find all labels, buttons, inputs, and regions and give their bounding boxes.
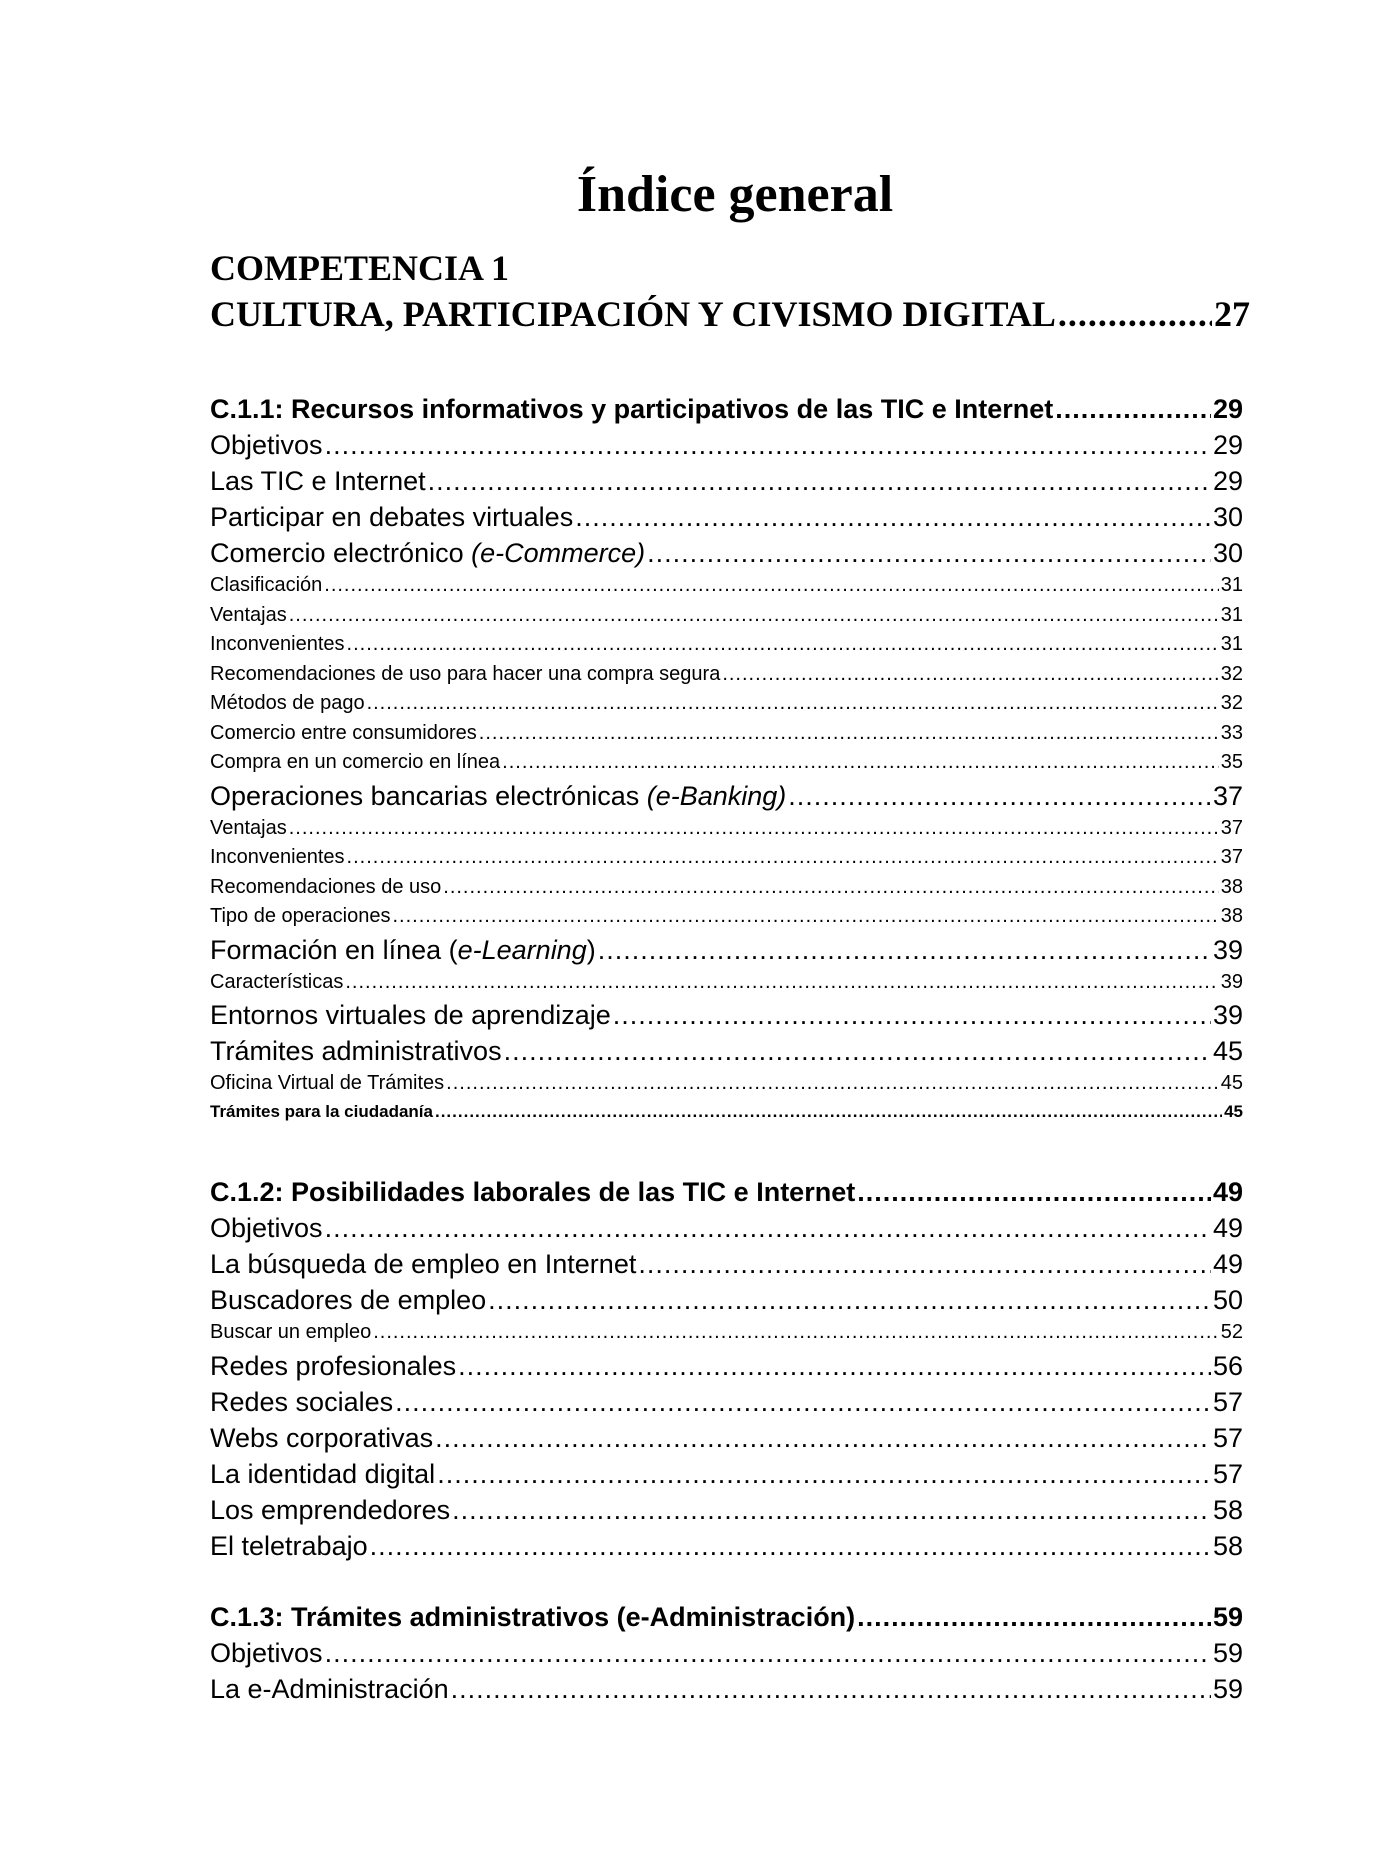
dot-leader (575, 499, 1211, 535)
toc-entry-page: 59 (1212, 1602, 1243, 1632)
dot-leader (446, 1069, 1219, 1099)
toc-entry-page: 52 (1220, 1321, 1243, 1343)
toc-entry-title: Inconvenientes (210, 846, 345, 868)
toc-section-c12 (210, 1174, 1243, 1564)
toc-section-heading (210, 391, 1243, 427)
toc-entry (210, 1246, 1243, 1282)
dot-leader (638, 1246, 1211, 1282)
toc-entry-title: Trámites para la ciudadanía (210, 1101, 433, 1121)
dot-leader (479, 719, 1219, 749)
toc-entry (210, 873, 1243, 903)
toc-entry-title: Buscadores de empleo (210, 1285, 487, 1315)
toc-entry-page: 57 (1212, 1458, 1243, 1489)
competencia-heading (210, 245, 1250, 337)
toc-entry (210, 1318, 1243, 1348)
dot-leader (502, 748, 1219, 778)
dot-leader (788, 778, 1211, 814)
toc-entry-title: C.1.2: Posibilidades laborales de las TIC e Internet (210, 1177, 856, 1207)
toc-entry (210, 932, 1243, 968)
toc-entry-page: 31 (1220, 633, 1243, 655)
toc-entry-title: Los emprendedores (210, 1494, 451, 1525)
toc-entry-page: 30 (1212, 502, 1243, 532)
toc-entry (210, 1528, 1243, 1564)
toc-entry (210, 719, 1243, 749)
toc-section-heading (210, 1599, 1243, 1635)
toc-entry (210, 1033, 1243, 1069)
dot-leader (451, 1671, 1211, 1707)
toc-entry (210, 689, 1243, 719)
toc-entry (210, 463, 1243, 499)
toc-entry (210, 571, 1243, 601)
toc-entry-page: 49 (1212, 1249, 1243, 1279)
toc-entry-page: 32 (1220, 662, 1243, 685)
toc-entry (210, 1348, 1243, 1384)
toc-entry (210, 1210, 1243, 1246)
toc-entry-title: Compra en un comercio en línea (210, 751, 501, 773)
toc-entry-title: Comercio entre consumidores (210, 721, 477, 744)
toc-entry-title: Buscar un empleo (210, 1321, 372, 1343)
toc-entry (210, 630, 1243, 660)
dot-leader (437, 1456, 1211, 1492)
dot-leader (722, 660, 1218, 690)
toc-entry-page: 45 (1224, 1101, 1243, 1121)
dot-leader (488, 1282, 1211, 1318)
toc-entry-title: El teletrabajo (210, 1530, 368, 1561)
toc-entry (210, 814, 1243, 844)
toc-entry-title: Inconvenientes (210, 633, 345, 655)
toc-entry-title: Redes profesionales (210, 1350, 457, 1381)
dot-leader (373, 1318, 1219, 1348)
toc-entry-title: Comercio electrónico (e-Commerce) (210, 538, 646, 568)
dot-leader (428, 463, 1211, 499)
competencia-title: CULTURA, PARTICIPACIÓN Y CIVISMO DIGITAL (210, 294, 1056, 334)
dot-leader (452, 1492, 1211, 1528)
dot-leader (370, 1528, 1211, 1564)
toc-entry-page: 39 (1212, 934, 1243, 965)
toc-entry (210, 1420, 1243, 1456)
toc-entry-page: 49 (1212, 1213, 1243, 1243)
toc-entry (210, 1492, 1243, 1528)
toc-entry-title: C.1.1: Recursos informativos y participativos de las TIC e Internet (210, 394, 1054, 424)
dot-leader (325, 1635, 1211, 1671)
toc-entry-page: 38 (1220, 875, 1243, 898)
toc-entry-page: 32 (1220, 692, 1243, 714)
toc-entry (210, 535, 1243, 571)
toc-entry (210, 968, 1243, 998)
toc-entry-page: 49 (1212, 1177, 1243, 1207)
toc-entry-title: Características (210, 970, 344, 993)
toc-entry-page: 59 (1212, 1638, 1243, 1668)
dot-leader (598, 932, 1211, 968)
toc-entry-title: Oficina Virtual de Trámites (210, 1072, 445, 1094)
toc-entry-page: 29 (1212, 430, 1243, 460)
dot-leader (393, 902, 1219, 932)
toc-entry-title: Recomendaciones de uso para hacer una compra segura (210, 662, 721, 685)
toc-entry (210, 1456, 1243, 1492)
toc-entry-page: 57 (1212, 1386, 1243, 1417)
dot-leader (347, 630, 1219, 660)
toc-entry-page: 31 (1220, 574, 1243, 596)
toc-entry-title: La e-Administración (210, 1674, 449, 1704)
dot-leader (857, 1599, 1211, 1635)
toc-entry (210, 427, 1243, 463)
toc-entry-title: Webs corporativas (210, 1422, 434, 1453)
toc-entry-page: 39 (1212, 1000, 1243, 1030)
toc-entry (210, 499, 1243, 535)
toc-entry (210, 778, 1243, 814)
toc-entry-title: C.1.3: Trámites administrativos (e-Administración) (210, 1602, 856, 1632)
competencia-title-row (210, 291, 1250, 337)
dot-leader (504, 1033, 1211, 1069)
dot-leader (367, 689, 1219, 719)
dot-leader (289, 814, 1219, 844)
toc-entry (210, 1384, 1243, 1420)
toc-entry (210, 1069, 1243, 1099)
toc-entry-title: Trámites administrativos (210, 1036, 502, 1066)
competencia-number: COMPETENCIA 1 (210, 248, 510, 288)
toc-entry (210, 660, 1243, 690)
dot-leader (395, 1384, 1211, 1420)
toc-entry (210, 1671, 1243, 1707)
toc-entry-page: 29 (1212, 394, 1243, 424)
toc-entry (210, 997, 1243, 1033)
toc-entry-page: 50 (1212, 1285, 1243, 1315)
toc-entry-page: 31 (1220, 603, 1243, 626)
toc-entry-page: 29 (1212, 466, 1243, 496)
toc-entry-page: 57 (1212, 1422, 1243, 1453)
toc-entry-title: Tipo de operaciones (210, 905, 391, 927)
toc-entry-title: La búsqueda de empleo en Internet (210, 1249, 637, 1279)
toc-entry-page: 30 (1212, 538, 1243, 568)
toc-entry-title: Operaciones bancarias electrónicas (e-Banking) (210, 780, 787, 811)
toc-entry-title: Métodos de pago (210, 692, 365, 714)
dot-leader (435, 1420, 1211, 1456)
dot-leader (857, 1174, 1211, 1210)
dot-leader (289, 601, 1219, 631)
competencia-page: 27 (1214, 294, 1250, 334)
toc-entry-title: Objetivos (210, 1638, 323, 1668)
dot-leader (1058, 291, 1212, 337)
toc-entry-page: 39 (1220, 970, 1243, 993)
dot-leader (458, 1348, 1211, 1384)
dot-leader (345, 968, 1218, 998)
toc-entry (210, 748, 1243, 778)
toc-entry (210, 902, 1243, 932)
dot-leader (1055, 391, 1211, 427)
toc-entry (210, 1635, 1243, 1671)
toc-entry-page: 45 (1220, 1072, 1243, 1094)
toc-entry (210, 843, 1243, 873)
toc-entry-title: Entornos virtuales de aprendizaje (210, 1000, 611, 1030)
toc-entry-page: 37 (1220, 816, 1243, 839)
toc-entry-title: Recomendaciones de uso (210, 875, 442, 898)
toc-entry-page: 38 (1220, 905, 1243, 927)
page-title: Índice general (576, 166, 894, 223)
toc-entry-page: 58 (1212, 1494, 1243, 1525)
toc-entry-page: 59 (1212, 1674, 1243, 1704)
dot-leader (325, 1210, 1211, 1246)
toc-entry (210, 601, 1243, 631)
dot-leader (613, 997, 1211, 1033)
toc-entry-title: Participar en debates virtuales (210, 502, 574, 532)
toc-entry-page: 37 (1220, 846, 1243, 868)
toc-entry-title: Objetivos (210, 1213, 323, 1243)
toc-entry (210, 1099, 1243, 1125)
toc-entry (210, 1282, 1243, 1318)
dot-leader (324, 571, 1218, 601)
toc-entry-title: Clasificación (210, 574, 323, 596)
toc-entry-page: 45 (1212, 1036, 1243, 1066)
dot-leader (347, 843, 1219, 873)
dot-leader (325, 427, 1211, 463)
toc-section-heading (210, 1174, 1243, 1210)
dot-leader (443, 873, 1218, 903)
toc-entry-title: Ventajas (210, 603, 287, 626)
dot-leader (647, 535, 1211, 571)
toc-entry-title: Ventajas (210, 816, 287, 839)
toc-entry-title: Redes sociales (210, 1386, 394, 1417)
toc-entry-title: La identidad digital (210, 1458, 436, 1489)
toc-entry-page: 33 (1220, 721, 1243, 744)
toc-entry-title: Formación en línea (e-Learning) (210, 934, 596, 965)
toc-section-c11 (210, 391, 1243, 1125)
toc-entry-page: 58 (1212, 1530, 1243, 1561)
toc-entry-page: 35 (1220, 751, 1243, 773)
toc-entry-title: Las TIC e Internet (210, 466, 426, 496)
toc-entry-title: Objetivos (210, 430, 323, 460)
dot-leader (435, 1099, 1222, 1125)
toc-section-c13 (210, 1599, 1243, 1707)
toc-entry-page: 56 (1212, 1350, 1243, 1381)
toc-entry-page: 37 (1212, 780, 1243, 811)
